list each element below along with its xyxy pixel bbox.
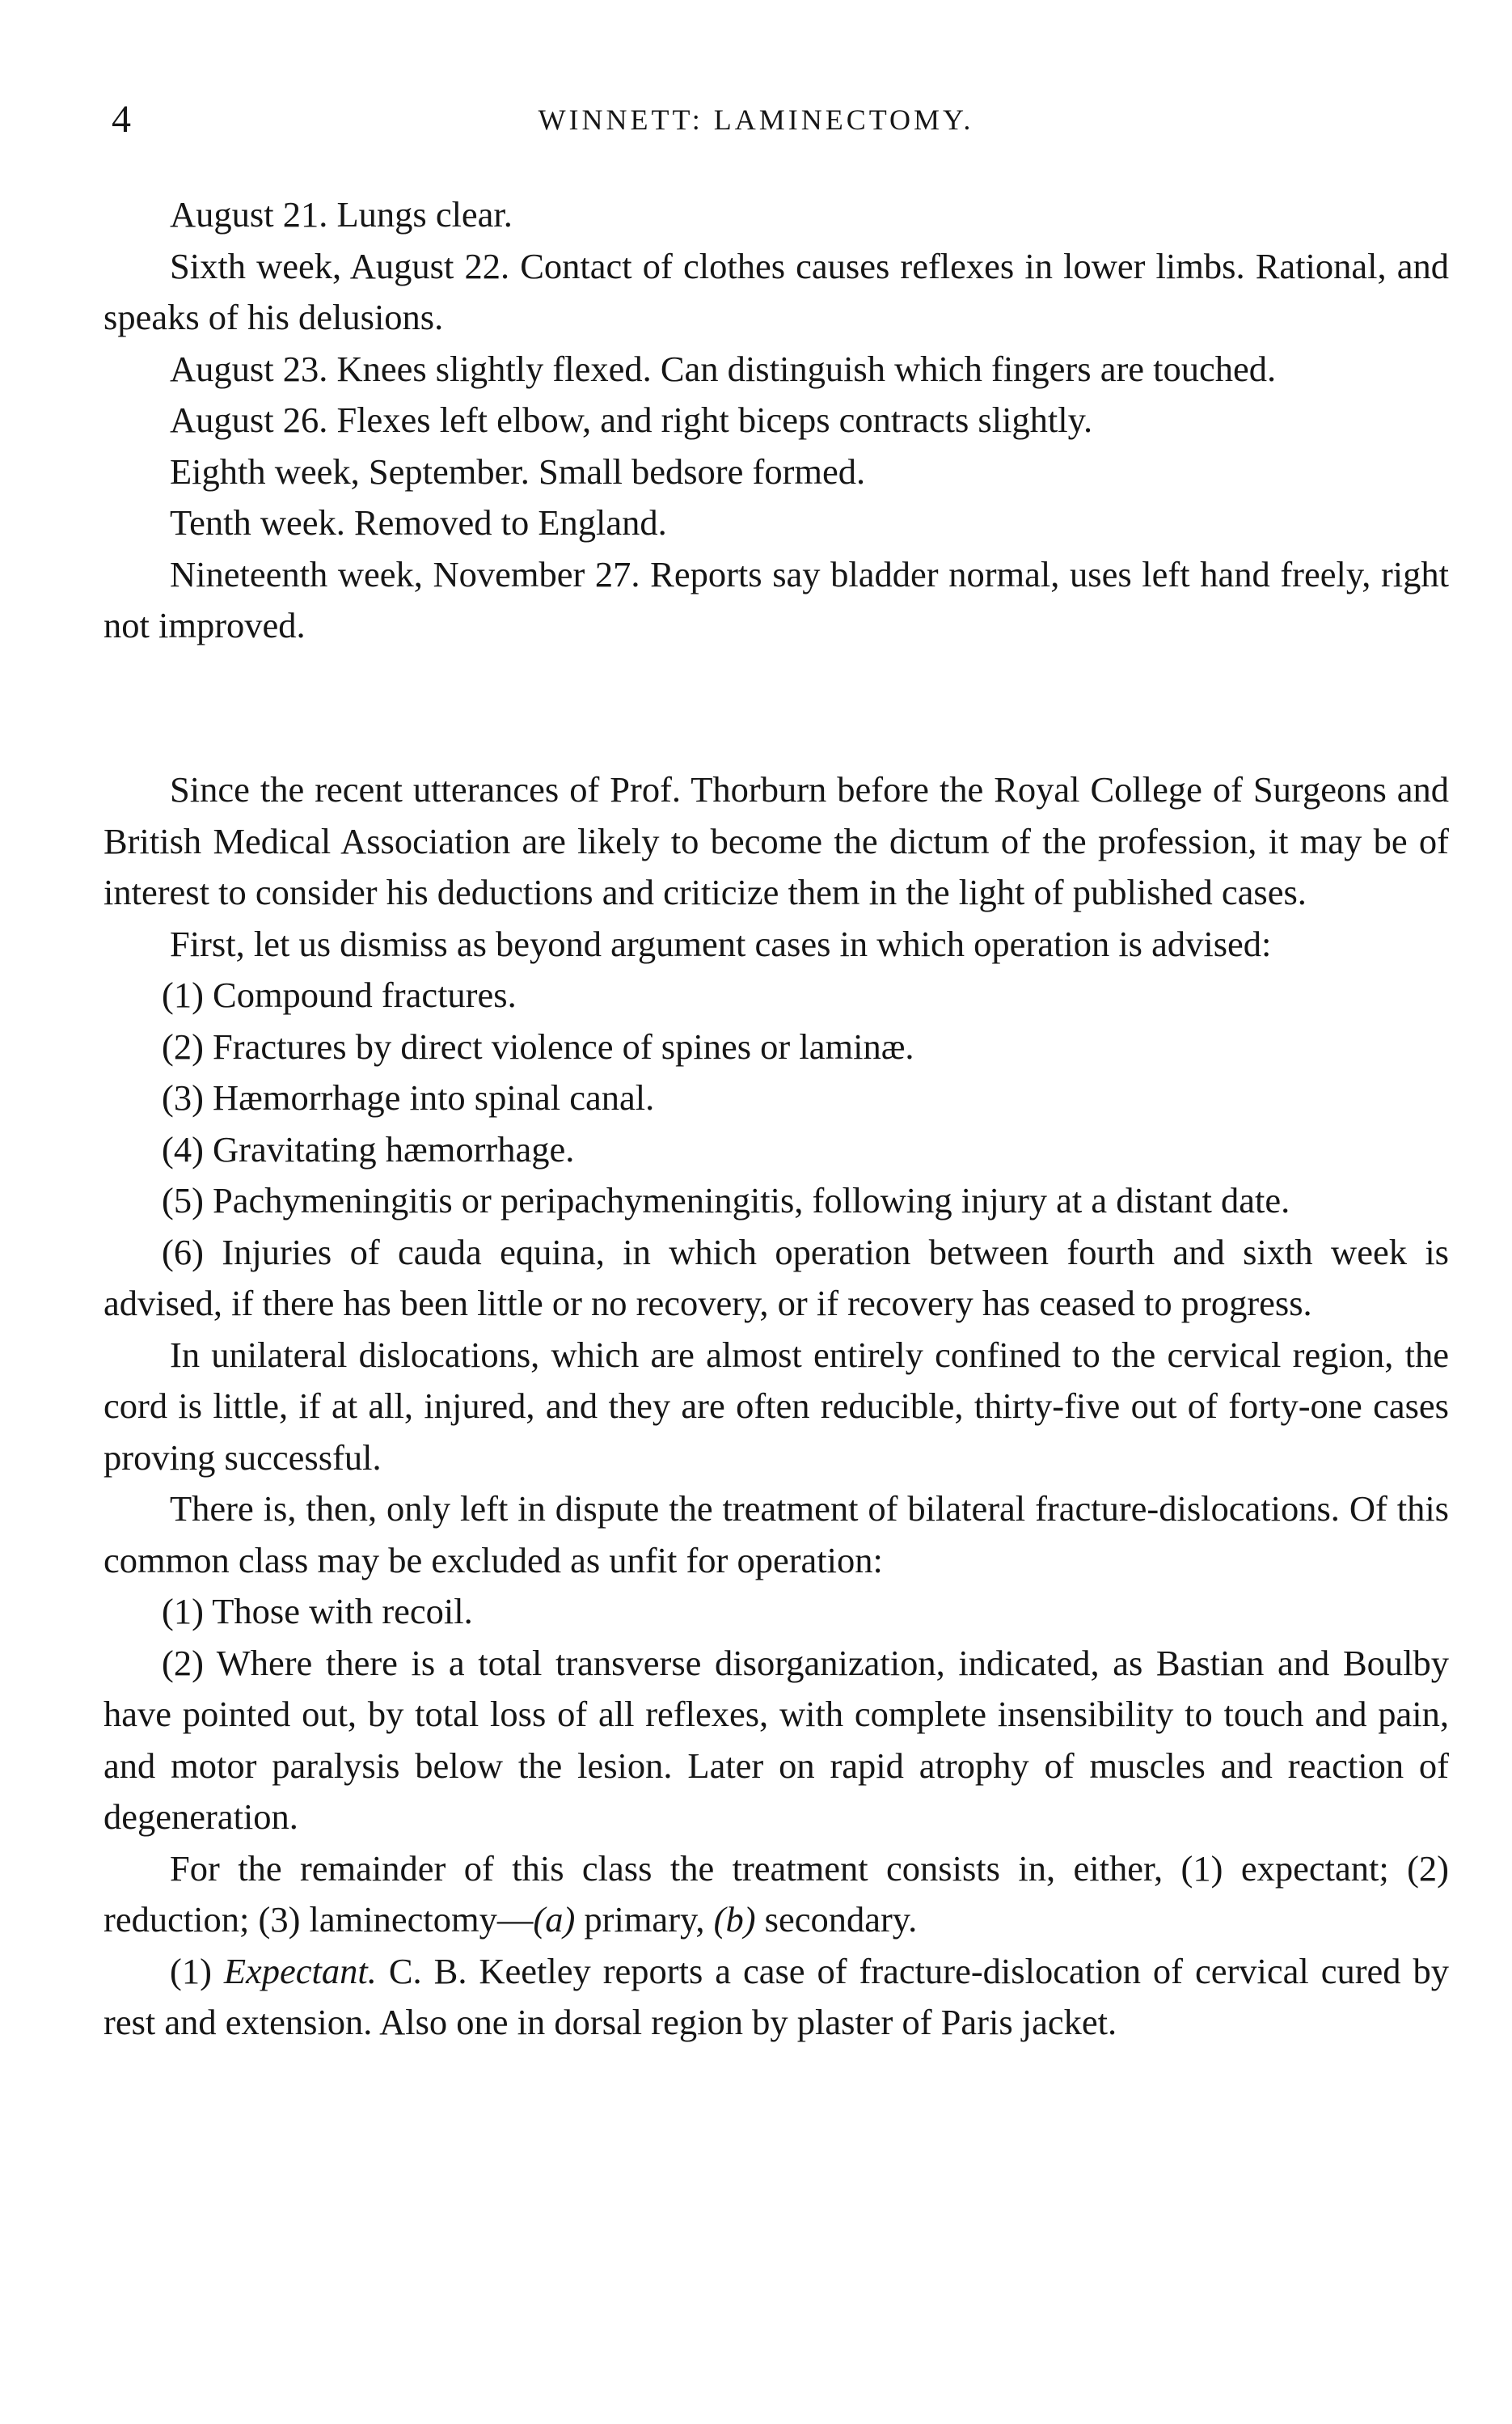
intro-paragraph: Since the recent utterances of Prof. Thorburn before the Royal College of Surgeons and British Medical Association are likely to become the dictum of the profession, it may be of interest to consider his deductions and criticize them in the light of published cases. — [103, 769, 1449, 912]
remainder-text: For the remainder of this class the treatment consists in, either, (1) expectant; (2) reduction; (3) laminectomy— — [103, 1847, 1449, 1940]
remainder-text: secondary. — [755, 1899, 918, 1940]
case-note: August 23. Knees slightly flexed. Can distinguish which fingers are touched. — [170, 348, 1277, 389]
case-note: Eighth week, September. Small bedsore formed. — [170, 451, 866, 492]
remainder-text: primary, — [575, 1899, 714, 1940]
case-note: Tenth week. Removed to England. — [170, 502, 667, 543]
case-note: Nineteenth week, November 27. Reports say bladder normal, uses left hand freely, right not improved. — [103, 553, 1449, 645]
page-number: 4 — [112, 98, 131, 141]
running-title: WINNETT: LAMINECTOMY. — [538, 104, 974, 136]
remainder-option-a: (a) — [533, 1899, 576, 1940]
list-item: (1) Those with recoil. — [162, 1591, 473, 1631]
case-note: August 26. Flexes left elbow, and right biceps contracts slightly. — [170, 400, 1093, 440]
list-item: (5) Pachymeningitis or peripachymeningitis, following injury at a distant date. — [162, 1180, 1290, 1220]
list-item: (6) Injuries of cauda equina, in which operation between fourth and sixth week is advised, if there has been little or no recovery, or if recovery has ceased to progress. — [103, 1231, 1449, 1323]
unilateral-paragraph: In unilateral dislocations, which are almost entirely confined to the cervical region, the cord is little, if at all, injured, and they are often reducible, thirty-five out of forty-one cases proving successful. — [103, 1334, 1449, 1478]
expectant-paragraph — [103, 1946, 1449, 2049]
list-item: (4) Gravitating hæmorrhage. — [162, 1128, 575, 1170]
bilateral-paragraph: There is, then, only left in dispute the treatment of bilateral fracture-dislocations. Of this common class may be excluded as unfit for operation: — [103, 1488, 1449, 1580]
first-paragraph: First, let us dismiss as beyond argument cases in which operation is advised: — [170, 923, 1272, 964]
list-item: (1) Compound fractures. — [162, 975, 517, 1015]
expectant-heading: Expectant. — [223, 1950, 377, 1991]
list-item: (3) Hæmorrhage into spinal canal. — [162, 1077, 655, 1118]
remainder-paragraph — [103, 1843, 1449, 1946]
page-header — [95, 95, 1417, 144]
remainder-option-b: (b) — [713, 1899, 756, 1940]
list-item: (2) Where there is a total transverse disorganization, indicated, as Bastian and Boulby have pointed out, by total loss of all reflexes, with complete insensibility to touch and pain, and motor paralysis below the lesion. Later on rapid atrophy of muscles and reaction of degeneration. — [103, 1642, 1449, 1837]
case-notes — [103, 189, 1449, 652]
list-item: (2) Fractures by direct violence of spines or laminæ. — [162, 1026, 914, 1067]
expectant-number: (1) — [170, 1950, 224, 1991]
case-note: Sixth week, August 22. Contact of clothes causes reflexes in lower limbs. Rational, and speaks of his delusions. — [103, 245, 1449, 337]
expectant-text: C. B. Keetley reports a case of fracture-dislocation of cervical cured by rest and extension. Also one in dorsal region by plaster of Paris jacket. — [103, 1950, 1449, 2042]
case-note: August 21. Lungs clear. — [170, 194, 513, 235]
discussion — [103, 764, 1449, 2049]
